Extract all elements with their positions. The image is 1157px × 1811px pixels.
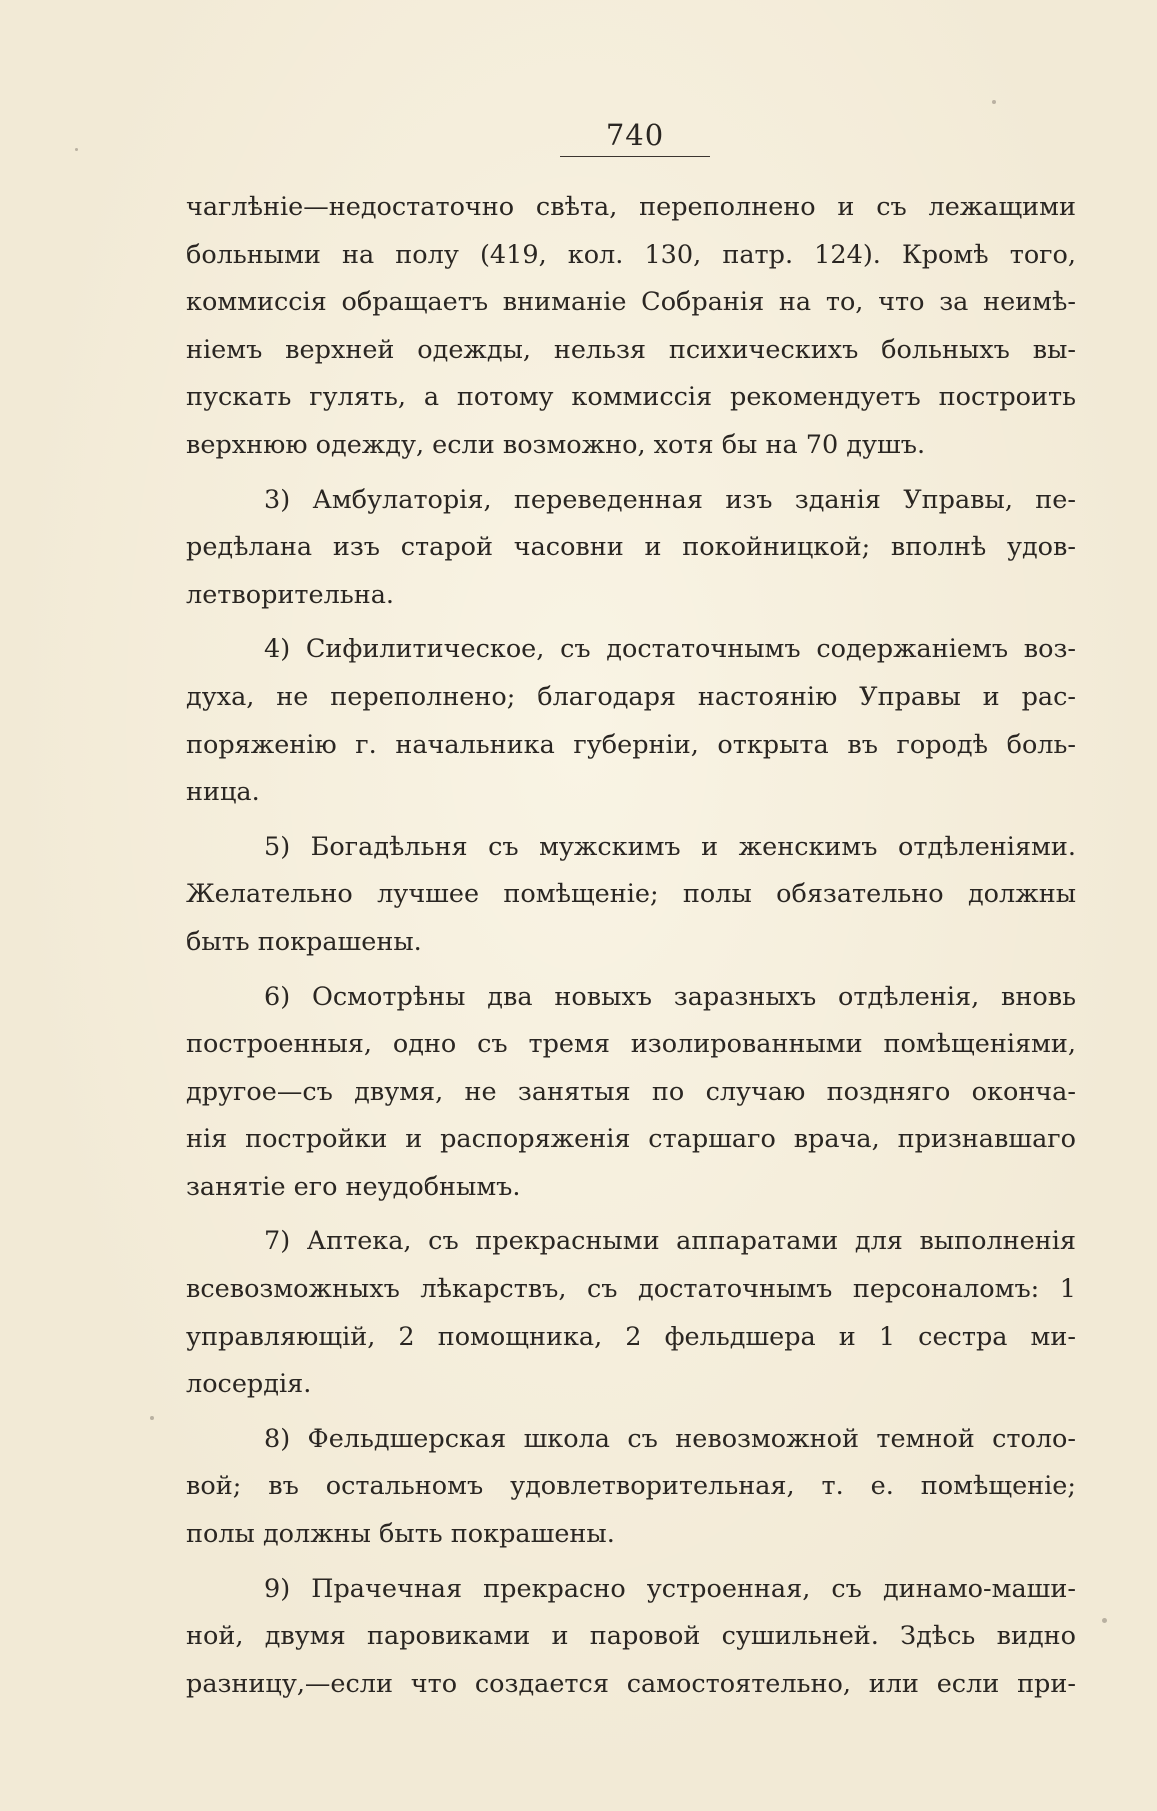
text-line: поряженію г. начальника губерніи, открыта въ городѣ боль-: [186, 729, 1076, 760]
text-line: управляющій, 2 помощника, 2 фельдшера и 1 сестра ми-: [186, 1321, 1076, 1352]
text-line: пускать гулять, а потому коммиссія рекомендуетъ построить: [186, 382, 1076, 413]
text-line: ница.: [186, 777, 260, 808]
text-line: летворительна.: [186, 579, 395, 610]
paragraph-gap: [186, 967, 1076, 974]
paragraph-gap: [186, 1211, 1076, 1218]
paragraph-gap: [186, 619, 1076, 626]
text-line: духа, не переполнено; благодаря настоянію Управы и рас-: [186, 681, 1076, 712]
text-line: ной, двумя паровиками и паровой сушильней. Здѣсь видно: [186, 1621, 1076, 1652]
text-line: больными на полу (419, кол. 130, патр. 124). Кромѣ того,: [186, 239, 1076, 270]
text-line: вой; въ остальномъ удовлетворительная, т. е. помѣщеніе;: [186, 1471, 1076, 1502]
paragraph-first-line: 3) Амбулаторія, переведенная изъ зданія Управы, пе-: [264, 484, 1076, 515]
text-line: построенныя, одно съ тремя изолированными помѣщеніями,: [186, 1029, 1076, 1060]
text-line: быть покрашены.: [186, 926, 422, 957]
text-line: занятіе его неудобнымъ.: [186, 1171, 521, 1202]
text-line: всевозможныхъ лѣкарствъ, съ достаточнымъ персоналомъ: 1: [186, 1274, 1076, 1305]
paragraph-first-line: 8) Фельдшерская школа съ невозможной темной столо-: [264, 1423, 1076, 1454]
body-text: [186, 184, 1076, 1708]
paper-speck: [992, 100, 996, 104]
paragraph-first-line: 5) Богадѣльня съ мужскимъ и женскимъ отдѣленіями.: [264, 831, 1076, 862]
paragraph-gap: [186, 470, 1076, 477]
paper-speck: [1102, 1618, 1107, 1623]
text-line: верхнюю одежду, если возможно, хотя бы на 70 душъ.: [186, 429, 926, 460]
paragraph-gap: [186, 1559, 1076, 1566]
text-line: Желательно лучшее помѣщеніе; полы обязательно должны: [186, 879, 1076, 910]
text-line: коммиссія обращаетъ вниманіе Собранія на то, что за неимѣ-: [186, 287, 1076, 318]
paper-speck: [150, 1416, 154, 1420]
text-line: редѣлана изъ старой часовни и покойницкой; вполнѣ удов-: [186, 532, 1076, 563]
paragraph-first-line: 4) Сифилитическое, съ достаточнымъ содержаніемъ воз-: [264, 634, 1076, 665]
text-line: чаглѣніе—недостаточно свѣта, переполнено и съ лежащими: [186, 192, 1076, 222]
text-line: ніемъ верхней одежды, нельзя психическихъ больныхъ вы-: [186, 334, 1076, 365]
paper-speck: [75, 148, 78, 151]
paragraph-first-line: 7) Аптека, съ прекрасными аппаратами для выполненія: [264, 1226, 1076, 1257]
page-number: 740: [560, 118, 710, 157]
paragraph-gap: [186, 817, 1076, 824]
text-line: разницу,—если что создается самостоятельно, или если при-: [186, 1668, 1076, 1699]
paragraph-first-line: 9) Прачечная прекрасно устроенная, съ динамо-маши-: [264, 1573, 1076, 1604]
text-line: нія постройки и распоряженія старшаго врача, признавшаго: [186, 1124, 1076, 1155]
text-line: лосердія.: [186, 1369, 312, 1400]
text-line: другое—съ двумя, не занятыя по случаю поздняго оконча-: [186, 1076, 1076, 1107]
text-line: полы должны быть покрашены.: [186, 1519, 615, 1550]
paragraph-first-line: 6) Осмотрѣны два новыхъ заразныхъ отдѣленія, вновь: [264, 981, 1076, 1012]
paragraph-gap: [186, 1409, 1076, 1416]
